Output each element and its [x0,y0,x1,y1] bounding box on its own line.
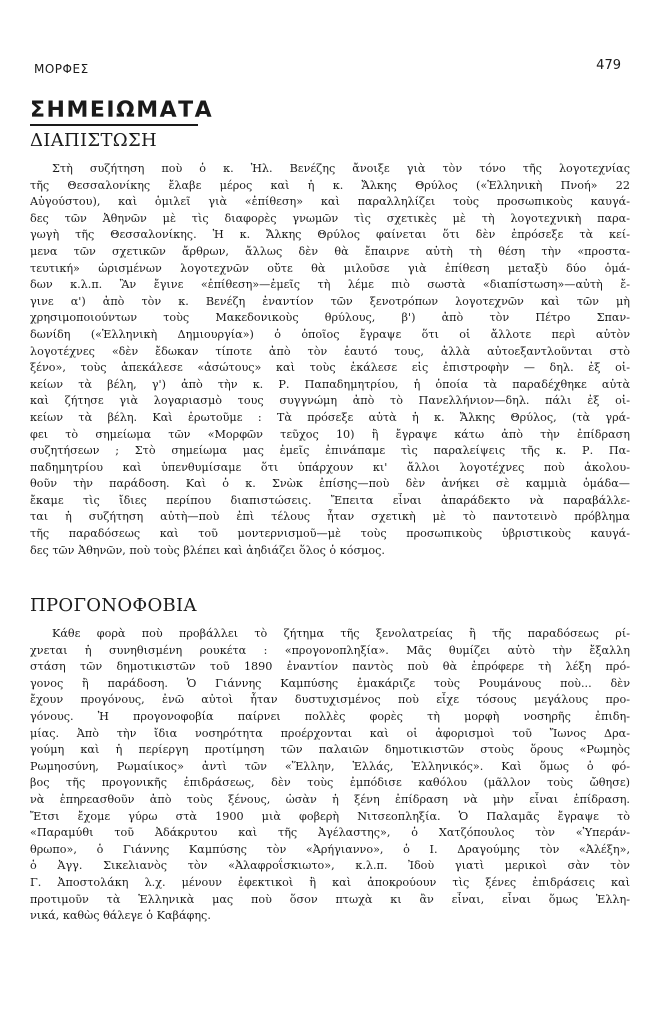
text-line: Αὐγούστου), καὶ ὁμιλεῖ γιὰ «ἐπίθεση» καὶ παραλληλίζει τοὺς προσωπικοὺς καυγά- [30,195,630,209]
text-line: ξένο», τοὺς ἀπεκάλεσε «ἀσώτους» καὶ τοὺς ἐκάλεσε εἰς ἐπιστροφὴν — δηλ. ἐξ οἰ- [30,361,630,375]
text-line: παδημητρίου καὶ ὑπενθυμίσαμε ὅτι ὑπάρχουν κι' ἄλλοι λογοτέχνες ποὺ ἀκολου- [30,460,630,474]
text-line: μίας. Ἀπὸ τὴν ἴδια νοσηρότητα προέρχονται καὶ οἱ ἀφορισμοὶ τοῦ Ἴωνος Δρα- [30,726,630,740]
text-line: γονος ἢ παράδοση. Ὁ Γιάννης Καμπύσης ἐμακάριζε τοὺς Ρουμάνους ποὺ... δὲν [30,676,630,690]
article-heading-progonofovia: ΠΡΟΓΟΝΟΦΟΒΙΑ [30,595,197,616]
text-line: γούμη καὶ ἡ περίεργη προτίμηση τῶν παλαιῶν δημοτικιστῶν στοὺς ὅρους «Ρωμηὸς [30,743,630,757]
text-line: τῆς Θεσσαλονίκης ἔλαβε μέρος καὶ ἡ κ. Ἄλκης Θρύλος («Ἑλληνικὴ Πνοή» 22 [30,178,630,192]
text-line: «Παραμύθι τοῦ Ἀδάκρυτου καὶ τῆς Ἀγέλαστης», ὁ Χατζόπουλος τὸν «Ὑπεράν- [30,826,630,840]
text-line: τευτική» ὡρισμένων λογοτεχνῶν οὔτε θὰ μιλοῦσε γιὰ ἐπίθεση μεταξὺ δύο ὁμά- [30,261,630,275]
text-line: ἔκαμε τὶς ἴδιες περίπου διαπιστώσεις. Ἔπειτα εἶναι ἀπαράδεκτο νὰ παραβάλλε- [30,493,630,507]
text-line: θοῦν τὴν παράδοση. Καὶ ὁ κ. Σνὼκ ἐπίσης—ποὺ δὲν ἀνήκει σὲ καμμιὰ ὁμάδα— [30,477,630,491]
text-line: θρωπο», ὁ Γιάννης Καμπύσης τὸν «Ἀρήγιαννο», ὁ Ι. Δραγούμης τὸν «Ἀλέξη», [30,842,630,856]
text-line: Ἔτσι ἔχομε γύρω στὰ 1900 μιὰ φοβερὴ Νιτσεοπληξία. Ὁ Παλαμᾶς ἔγραψε τὸ [30,809,630,823]
text-line: βος τῆς προγονικῆς ἐπιδράσεως, δὲν τοὺς ἐμπόδισε καθόλου (μᾶλλον τοὺς ὤθησε) [30,776,630,790]
text-line: ἔχουν προγόνους, ἐνῶ αὐτοὶ ἦταν δυστυχισμένος ποὺ εἶχε τόσους μεγάλους προ- [30,693,630,707]
section-title-underline [30,124,198,126]
text-line: γωγὴ τῆς Θεσσαλονίκης. Ἡ κ. Ἄλκης Θρύλος φαίνεται ὅτι δὲν ἐπρόσεξε τὰ κεί- [30,228,630,242]
text-line: μενα τῶν σχετικῶν ἄρθρων, ἄλλως δὲν θὰ ἔπαιρνε αὐτὴ τὴ θέση τὴν «προστα- [30,244,630,258]
article-heading-diapistosi: ΔΙΑΠΙΣΤΩΣΗ [30,130,157,151]
text-line: χρησιμοποιούντων τοὺς Μακεδονικοὺς θρύλους, β') ἀπὸ τὸν Πέτρο Σπαν- [30,311,630,325]
running-head [34,58,621,78]
text-line: Ρωμηοσύνη, Ρωμαίικος» ἀντὶ τῶν «Ἕλλην, Ἑλλάς, Ἑλληνικός». Καὶ ὅμως ὁ φό- [30,759,630,773]
section-title: ΣΗΜΕΙΩΜΑΤΑ [30,98,214,123]
text-line: κείων τὰ βέλη. Καὶ ἐρωτοῦμε : Τὰ πρόσεξε αὐτὰ ἡ κ. Ἄλκης Θρύλος, (τὰ γρά- [30,410,630,424]
text-line: κείων τὰ βέλη, γ') ἀπὸ τὴν κ. Ρ. Παπαδημητρίου, ἡ ὁποία τὰ παραδέχθηκε αὐτὰ [30,377,630,391]
text-line: Γ. Ἀποστολάκη λ.χ. μένουν ἐφεκτικοὶ ἢ καὶ ἀποκρούουν τὶς ξένες ἐπιδράσεις καὶ [30,875,630,889]
text-line: δων κ.λ.π. Ἂν ἔγινε «ἐπίθεση»—ἐμεῖς τὴ λέμε πιὸ σωστὰ «διαπίστωση»—αὐτὴ ἔ- [30,278,630,292]
text-line: λογοτέχνες «δὲν ἔδωκαν τίποτε ἀπὸ τὸν ἑαυτό τους, ἀλλὰ αὐτοεξαντλοῦνται στὸ [30,344,630,358]
text-line: Κάθε φορὰ ποὺ προβάλλει τὸ ζήτημα τῆς ξενολατρείας ἢ τῆς παραδόσεως ρί- [52,627,630,640]
text-line: ται ἡ συζήτηση αὐτὴ—ποὺ ἐπὶ τέλους ἦταν σχετικὴ μὲ τὸ παντοτεινὸ πρόβλημα [30,510,630,524]
page-number: 479 [596,58,621,73]
text-line: Στὴ συζήτηση ποὺ ὁ κ. Ἠλ. Βενέζης ἄνοιξε γιὰ τὸν τόνο τῆς λογοτεχνίας [52,162,630,175]
text-line: τῆς παραδόσεως καὶ τοῦ μοντερνισμοῦ—μὲ τοὺς προσωπικοὺς ὑβριστικοὺς καυγά- [30,527,630,541]
text-line: γόνους. Ἡ προγονοφοβία παίρνει πολλὲς φορὲς τὴ μορφὴ νοσηρῆς ἐπιδη- [30,709,630,723]
text-line: ὁ Ἀγγ. Σικελιανὸς τὸν «Ἀλαφροΐσκιωτο», κ.λ.π. Ἰδοὺ γιατὶ μερικοὶ σὰν τὸν [30,859,630,873]
text-line: δωνίδη («Ἑλληνικὴ Δημιουργία») ὁ ὁποῖος ἔγραψε ὅτι οἱ ἄλλοτε περὶ αὐτὸν [30,327,630,341]
text-line: καὶ ζήτησε γιὰ λογαριασμὸ τους συγγνώμη ἀπὸ τὸ Πανελλήνιον—δηλ. πάλι ἐξ οἰ- [30,394,630,408]
text-line: νικά, καθὼς θάλεγε ὁ Καβάφης. [30,909,211,923]
text-line: φει τὸ σημείωμα τῶν «Μορφῶν τεῦχος 10) ἢ ἔγραψε κάτω ἀπὸ τὴν ἐπίδραση [30,427,630,441]
text-line: συζητήσεων ; Στὸ σημείωμα μας ἐμεῖς ἐπινάπαμε τὶς παραλείψεις τῆς κ. Ρ. Πα- [30,444,630,458]
text-line: δες τῶν Ἀθηνῶν μὲ τὶς διαφορὲς γνωμῶν τὶς σχετικὲς μὲ τὴ λογοτεχνικὴ παρα- [30,211,630,225]
text-line: στάση τῶν δημοτικιστῶν τοῦ 1890 ἐναντίον παντὸς ποὺ θὰ ἐπρόφερε τὴ λέξη πρό- [30,660,630,674]
text-line: γινε α') ἀπὸ τὸν κ. Βενέζη ἐναντίον τῶν ξενοτρόπων λογοτεχνῶν καὶ τῶν μὴ [30,294,630,308]
text-line: προτιμοῦν τὰ Ἑλληνικὰ μας ποὺ ὅσον πτωχὰ κι ἂν εἶναι, εἶναι ὅμως Ἑλλη- [30,892,630,906]
text-line: δες τῶν Ἀθηνῶν, ποὺ τοὺς βλέπει καὶ ἀηδιάζει ὅλος ὁ κόσμος. [30,543,385,557]
journal-title: ΜΟΡΦΕΣ [34,62,89,76]
text-line: χνεται ἡ συνηθισμένη ρουκέτα : «προγονοπληξία». Μᾶς θυμίζει αὐτὸ τὴν ἔξαλλη [30,643,630,657]
article-body-diapistosi [30,161,630,559]
text-line: νὰ ἐπηρεασθοῦν ἀπὸ τοὺς ξένους, ὡσὰν ἡ ξένη ἐπίδραση νὰ μὴν εἶναι ἐπίδραση. [30,792,630,806]
article-body-progonofovia [30,626,630,925]
